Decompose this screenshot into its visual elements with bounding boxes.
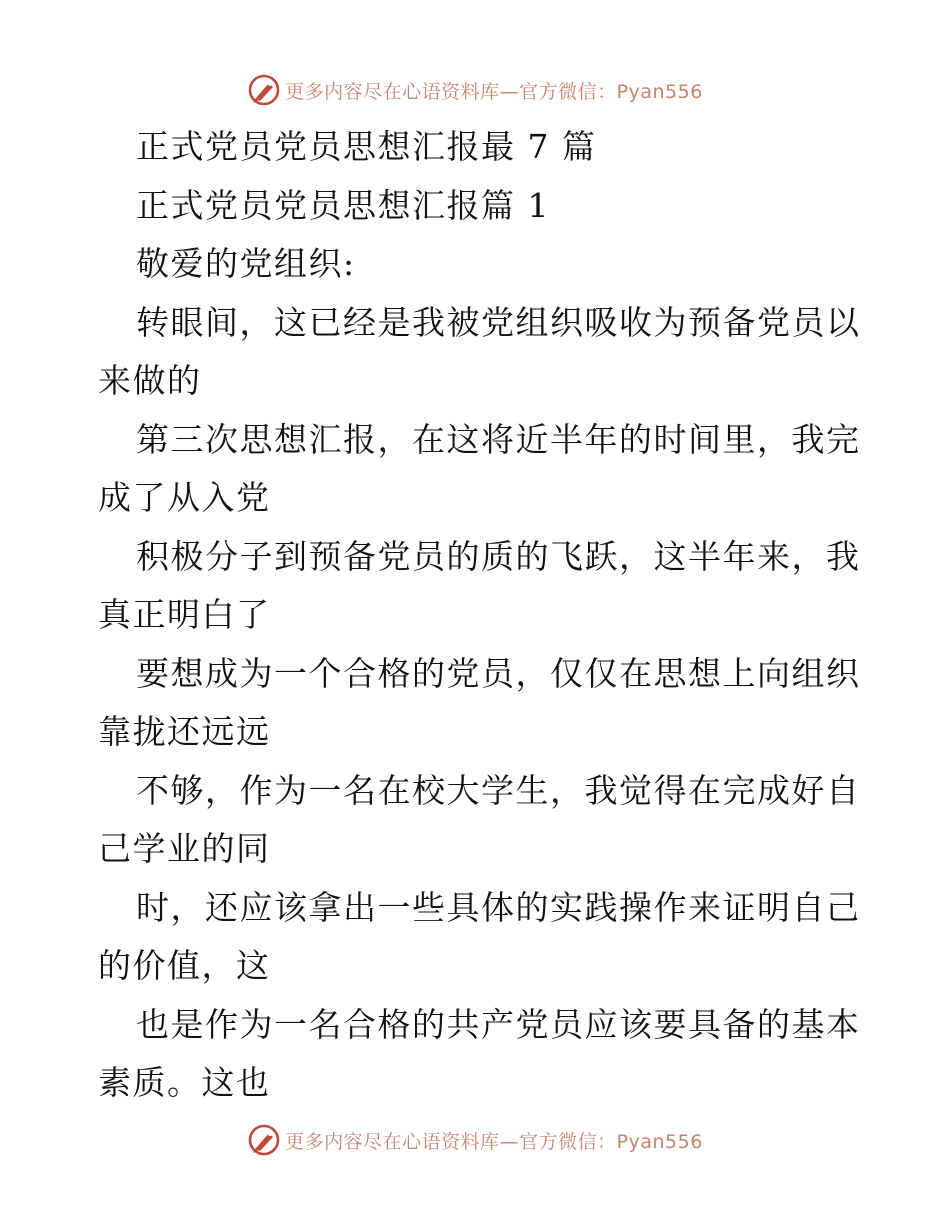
paragraph-line: 不够，作为一名在校大学生，我觉得在完成好自 bbox=[136, 770, 861, 810]
salutation: 敬爱的党组织: bbox=[136, 244, 356, 283]
pen-logo-icon bbox=[247, 73, 281, 107]
paragraph-line: 第三次思想汇报，在这将近半年的时间里，我完 bbox=[136, 419, 861, 459]
pen-logo-icon bbox=[247, 1123, 281, 1157]
footer-watermark-text: 更多内容尽在心语资料库—官方微信：Pyan556 bbox=[285, 1130, 703, 1153]
paragraph-line: 要想成为一个合格的党员，仅仅在思想上向组织 bbox=[136, 653, 861, 693]
paragraph-line: 己学业的同 bbox=[98, 829, 271, 868]
paragraph-line: 真正明白了 bbox=[98, 595, 271, 634]
footer-watermark bbox=[0, 1120, 950, 1160]
paragraph-line: 的价值，这 bbox=[98, 946, 271, 985]
paragraph-line: 转眼间，这已经是我被党组织吸收为预备党员以 bbox=[136, 302, 861, 342]
paragraph-line: 成了从入党 bbox=[98, 478, 271, 517]
paragraph-line: 积极分子到预备党员的质的飞跃，这半年来，我 bbox=[136, 536, 861, 576]
header-watermark bbox=[0, 70, 950, 110]
paragraph-line: 靠拢还远远 bbox=[98, 712, 271, 751]
paragraph-line: 来做的 bbox=[98, 361, 202, 400]
document-body bbox=[98, 118, 861, 1113]
section-heading: 正式党员党员思想汇报篇 1 bbox=[136, 185, 550, 225]
paragraph-line: 时，还应该拿出一些具体的实践操作来证明自己 bbox=[136, 887, 861, 927]
header-watermark-text: 更多内容尽在心语资料库—官方微信：Pyan556 bbox=[285, 80, 703, 103]
paragraph-line: 素质。这也 bbox=[98, 1063, 271, 1102]
document-title: 正式党员党员思想汇报最 7 篇 bbox=[136, 127, 597, 166]
paragraph-line: 也是作为一名合格的共产党员应该要具备的基本 bbox=[136, 1004, 861, 1044]
